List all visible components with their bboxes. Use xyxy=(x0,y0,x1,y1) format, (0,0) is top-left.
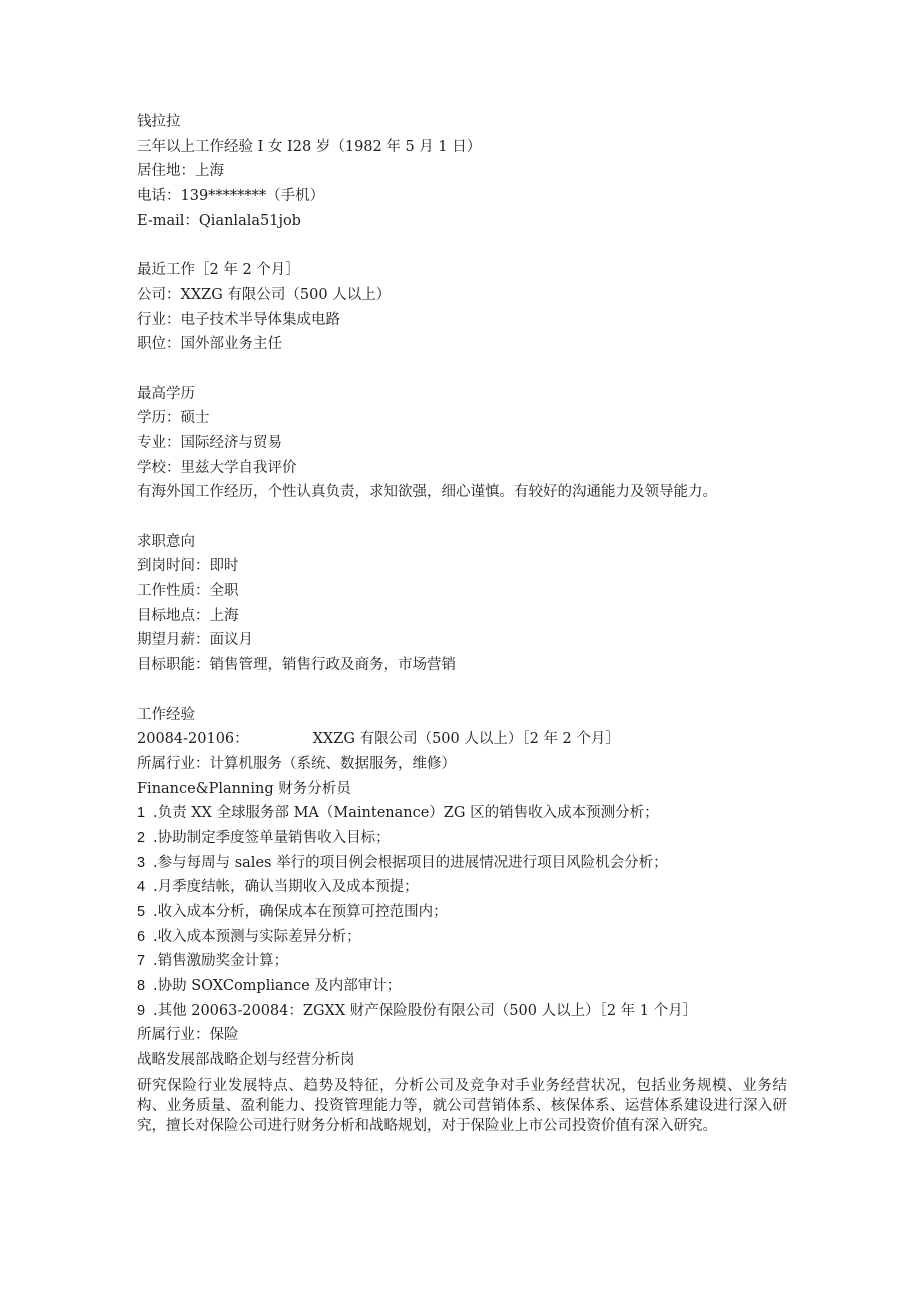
resume-document xyxy=(137,110,787,1136)
duty-number: 1 xyxy=(137,805,146,822)
duty-number: 7 xyxy=(137,953,146,970)
duty-number: 5 xyxy=(137,904,146,920)
intent-arrival: 到岗时间：即时 xyxy=(137,558,239,575)
education-major: 专业：国际经济与贸易 xyxy=(137,434,282,451)
recent-job-industry: 行业：电子技术半导体集成电路 xyxy=(137,311,340,328)
email: E-mail：Qianlala51job xyxy=(137,212,301,229)
spacer xyxy=(137,357,787,382)
duty-item xyxy=(137,900,787,925)
job2-industry: 所属行业：保险 xyxy=(137,1027,239,1044)
duty-item xyxy=(137,999,787,1024)
intent-nature: 工作性质：全职 xyxy=(137,583,239,600)
duty-number: 6 xyxy=(137,928,146,945)
job2-description: 研究保险行业发展特点、趋势及特征，分析公司及竞争对手业务经营状况，包括业务规模、业务结构、业务质量、盈利能力、投资管理能力等，就公司营销体系、核保体系、运营体系建设进行深入研究，擅长对保险公司进行财务分析和战略规划，对于保险业上市公司投资价值有深入研究。 xyxy=(137,1077,787,1134)
self-evaluation: 有海外国工作经历，个性认真负责，求知欲强，细心谨慎。有较好的沟通能力及领导能力。 xyxy=(137,484,717,501)
education-degree: 学历：硕士 xyxy=(137,410,210,427)
duty-text: .收入成本预测与实际差异分析； xyxy=(153,928,361,945)
duty-text: .协助 SOXCompliance 及内部审计； xyxy=(153,978,402,995)
intent-functions: 目标职能：销售管理，销售行政及商务，市场营销 xyxy=(137,657,456,674)
duty-number: 4 xyxy=(137,879,146,896)
education-school: 学校：里兹大学自我评价 xyxy=(137,459,297,476)
phone: 电话：139********（手机） xyxy=(137,188,325,205)
duty-number: 9 xyxy=(137,1002,146,1019)
intent-location: 目标地点：上海 xyxy=(137,607,239,624)
duty-item xyxy=(137,801,787,826)
candidate-name: 钱拉拉 xyxy=(137,114,181,130)
duty-text: .协助制定季度签单量销售收入目标； xyxy=(153,829,390,846)
residence: 居住地：上海 xyxy=(137,163,224,180)
recent-job-position: 职位：国外部业务主任 xyxy=(137,336,282,353)
duty-item xyxy=(137,974,787,999)
job1-industry: 所属行业：计算机服务（系统、数据服务，维修） xyxy=(137,755,456,772)
duty-text: .收入成本分析，确保成本在预算可控范围内； xyxy=(153,904,448,920)
duty-text: .负责 XX 全球服务部 MA（Maintenance）ZG 区的销售收入成本预测分析； xyxy=(153,805,659,822)
spacer xyxy=(137,505,787,530)
duty-text: .参与每周与 sales 举行的项目例会根据项目的进展情况进行项目风险机会分析； xyxy=(153,854,668,871)
job1-header xyxy=(137,727,787,752)
job1-company: XXZG 有限公司（500 人以上）［2 年 2 个月］ xyxy=(312,731,620,748)
duty-item xyxy=(137,925,787,950)
job1-title: Finance&Planning 财务分析员 xyxy=(137,780,351,797)
duty-text: .其他 20063-20084：ZGXX 财产保险股份有限公司（500 人以上）［2 年 1 个月］ xyxy=(153,1002,698,1019)
intent-salary: 期望月薪：面议月 xyxy=(137,632,253,649)
job1-period: 20084-20106： xyxy=(137,731,249,748)
recent-job-company: 公司：XXZG 有限公司（500 人以上） xyxy=(137,286,391,303)
duty-item xyxy=(137,851,787,876)
duty-number: 8 xyxy=(137,978,146,995)
education-heading: 最高学历 xyxy=(137,385,195,402)
duty-number: 2 xyxy=(137,829,146,846)
intent-heading: 求职意向 xyxy=(137,533,195,550)
spacer xyxy=(137,678,787,703)
duty-item xyxy=(137,949,787,974)
duty-text: .销售激励奖金计算； xyxy=(153,953,289,970)
job2-title: 战略发展部战略企划与经营分析岗 xyxy=(137,1052,355,1069)
experience-heading: 工作经验 xyxy=(137,706,195,723)
duty-item xyxy=(137,826,787,851)
duty-item xyxy=(137,875,787,900)
duty-text: .月季度结帐，确认当期收入及成本预提； xyxy=(153,879,419,896)
spacer xyxy=(137,233,787,258)
recent-job-heading: 最近工作［2 年 2 个月］ xyxy=(137,262,300,279)
duty-number: 3 xyxy=(137,854,146,871)
candidate-summary: 三年以上工作经验 I 女 I28 岁（1982 年 5 月 1 日） xyxy=(137,138,482,155)
